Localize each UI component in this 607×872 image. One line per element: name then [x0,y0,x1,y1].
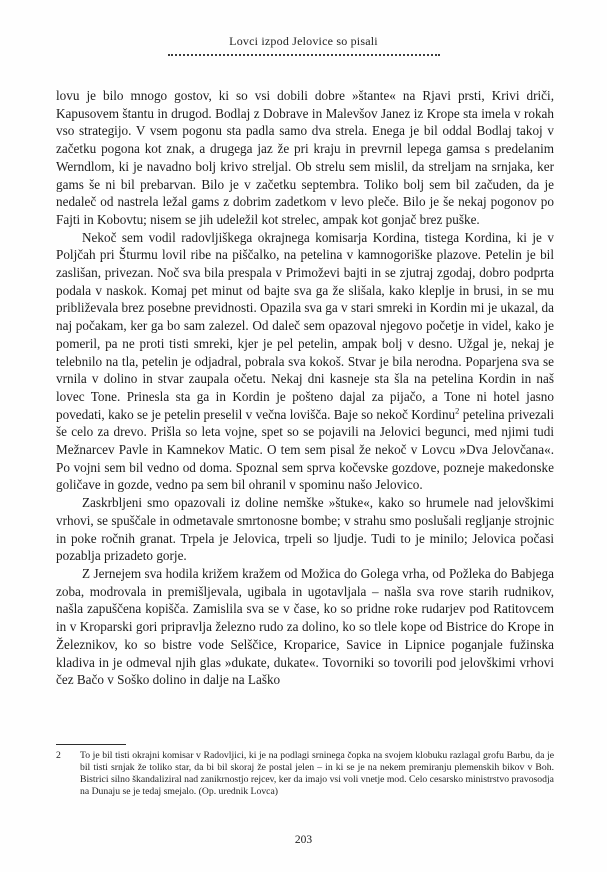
page-footer [0,830,607,848]
paragraph-1: lovu je bilo mnogo gostov, ki so vsi dobili dobre »štante« na Rjavi prsti, Krivi driči, Kapusovem štantu in drugod. Bodlaj z Dobrave in Malevšov Janez iz Krope sta imela v rokah vso strategijo. V vsem pogonu sta padla samo dva strela. Enega je bil oddal Bodlaj takoj v začetku pogona kot znak, a drugega jaz že pri kraju in prevrnil lepega gamsa s predelanim Werndlom, ki je navadno bolj krivo streljal. Ob strelu sem mislil, da streljam na srnjaka, ker gams še ni bil prebarvan. Bilo je v začetku septembra. Toliko bolj sem bil začuden, da je nedaleč od nastrela ležal gams z dobrim zadetkom v levo pleče. Bilo je še nekaj pogonov po Fajti in Kobovtu; nisem se jih udeležil kot strelec, ampak kot gonjač brez puške. [56,88,554,227]
chapter-title: Lovci izpod Jelovice so pisali [229,34,378,48]
footnote-marker: 2 [56,750,61,761]
paragraph-2-text-before-ref: Nekoč sem vodil radovljiškega okrajnega komisarja Kordina, tistega Kordina, ki je v Poljčah pri Šturmu lovil ribe na piščalko, na petelina v kamnogoriške plazove. Petelin je bil zaslišan, privezan. Noč sva bila prespala v Primoževi bajti in se zjutraj zgodaj, dobro podprta podala v naskok. Komaj pet minut od bajte sva ga že slišala, kako kleplje in brusi, in se mu približevala brez posebne previdnosti. Opazila sva ga v stari smreki in Kordin mi je ukazal, da naj počakam, ker ga bo sam zalezel. Od daleč sem opazoval njegovo početje in videl, kako je pomeril, pa ne proti tisti smreki, kjer je pel petelin, ampak bolj v desno. Užgal je, nekaj je telebnilo na tla, petelin je odjadral, pobrala sva kokoš. Stvar je bila nerodna. Poparjena sva se vrnila v dolino in stvar zaupala očetu. Nekaj dni kasneje sta šla na petelina Kordin in naš lovec Tone. Prinesla sta ga in Kordin je pošteno dajal za pijačo, a Tone ni hotel jasno povedati, kako se je petelin preselil v večna lovišča. Baje so nekoč Kordinu [56,229,554,422]
paragraph-2-text-after-ref: petelina privezali še celo za drevo. Prišla so leta vojne, spet so se pojavili na Jelovici begunci, med njimi tudi Mežnarcev Pavle in Kamnekov Matic. O tem sem pisal že nekoč v Lovcu »Dva Jelovčana«. Po vojni sem bil vedno od doma. Spoznal sem sprva kočevske gozdove, pozneje makedonske goličave in gozde, vedno pa sem bil ohranil v spominu našo Jelovico. [56,406,554,493]
footnote [56,750,554,798]
body-text [56,87,554,689]
footnote-rule [56,744,126,745]
dotted-rule [168,54,440,56]
footnote-area [56,744,554,798]
running-header [0,34,607,56]
paragraph-4: Z Jernejem sva hodila križem kražem od Možica do Golega vrha, od Požleka do Babjega zoba, modrovala in premišljevala, ugibala in ugotavljala – našla sva rove starih rudnikov, našla zapuščena kopišča. Zamislila sva se v čase, ko so pridne roke rudarjev pod Ratitovcem in v Kroparski gori pripravlja železno rudo za dolino, ko so tlele kope od Bistrice do Krope in Železnikov, ko so bistre vode Selščice, Kroparice, Savice in Lipnice poganjale fužinska kladiva in je odmeval njih glas »dukate, dukate«. Tovorniki so tovorili pod jelovškimi vrhovi čez Bačo v Soško dolino in dalje na Laško [56,565,554,688]
paragraph-2 [56,229,554,495]
page-number: 203 [294,834,313,846]
footnote-reference: 2 [455,405,460,416]
paragraph-3: Zaskrbljeni smo opazovali iz doline nemške »štuke«, kako so hrumele nad jelovškimi vrhovi, se spuščale in odmetavale smrtonosne bombe; v strahu smo poslušali regljanje strojnic in poke ročnih granat. Trpela je Jelovica, trpeli so ljudje. Tudi to je minilo; Jelovica počasi pozablja prizadeto gorje. [56,495,554,564]
footnote-text: To je bil tisti okrajni komisar v Radovljici, ki je na podlagi srninega čopka na svojem klobuku razlagal grofu Barbu, da je bil tisti srnjak že toliko star, da bi bil skoraj že postal jelen – in ki se je na nekem premiranju plemenskih bikov v Boh. Bistrici silno škandaliziral nad zanikrnostjo rejcev, ker da imajo vsi voli vnetje mod. Celo cesarsko ministrstvo pravosodja na Dunaju se je tedaj smejalo. (Op. urednik Lovca) [80,750,554,798]
